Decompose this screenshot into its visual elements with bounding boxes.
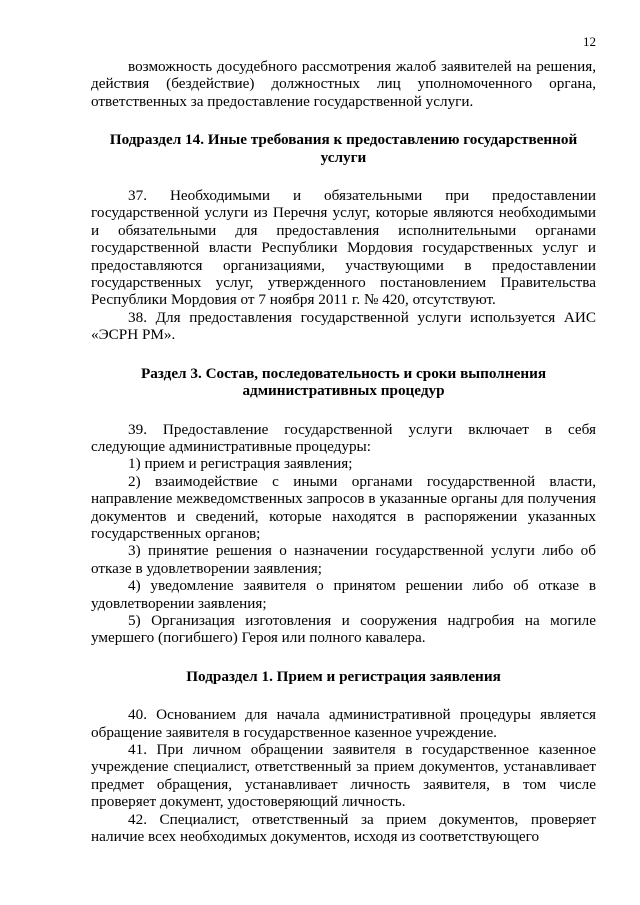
paragraph-continuation: возможность досудебного рассмотрения жалоб заявителей на решения, действия (бездействие) должностных лиц уполномоченного органа, ответственных за предоставление государственной услуги.	[91, 58, 596, 110]
paragraph-38: 38. Для предоставления государственной услуги используется АИС «ЭСРН РМ».	[91, 308, 596, 344]
list-item-1: 1) прием и регистрация заявления;	[128, 455, 353, 473]
paragraph-41: 41. При личном обращении заявителя в государственное казенное учреждение специалист, ответственный за прием документов, устанавливает предмет обращения, устанавливает личность заявителя, в том числе проверяет документ, удостоверяющий личность.	[91, 741, 596, 811]
section-3-heading: Раздел 3. Состав, последовательность и сроки выполнения административных процедур	[140, 364, 547, 400]
list-item-2: 2) взаимодействие с иными органами государственной власти, направление межведомственных запросов в указанные органы для получения документов и сведений, которые находятся в распоряжении указанных государственных органов;	[91, 472, 596, 542]
paragraph-37: 37. Необходимыми и обязательными при предоставлении государственной услуги из Перечня услуг, которые являются необходимыми и обязательными для предоставления исполнительными органами государственной власти Республики Мордовия государственных услуг и предоставляются организациями, участвующими в предоставлении государственных услуг, утвержденного постановлением Правительства Республики Мордовия от 7 ноября 2011 г. № 420, отсутствуют.	[91, 187, 596, 309]
paragraph-42: 42. Специалист, ответственный за прием документов, проверяет наличие всех необходимых документов, исходя из соответствующего	[91, 810, 596, 846]
subsection-1-heading: Подраздел 1. Прием и регистрация заявления	[186, 667, 501, 685]
list-item-5: 5) Организация изготовления и сооружения надгробия на могиле умершего (погибшего) Героя или полного кавалера.	[91, 611, 596, 647]
page-number: 12	[583, 34, 596, 49]
list-item-3: 3) принятие решения о назначении государственной услуги либо об отказе в удовлетворении заявления;	[91, 542, 596, 577]
document-body	[91, 58, 596, 845]
list-item-4: 4) уведомление заявителя о принятом решении либо об отказе в удовлетворении заявления;	[91, 577, 596, 612]
paragraph-39: 39. Предоставление государственной услуги включает в себя следующие административные процедуры:	[91, 420, 596, 455]
subsection-14-heading: Подраздел 14. Иные требования к предоставлению государственной услуги	[109, 131, 578, 166]
paragraph-40: 40. Основанием для начала административной процедуры является обращение заявителя в государственное казенное учреждение.	[91, 706, 596, 741]
